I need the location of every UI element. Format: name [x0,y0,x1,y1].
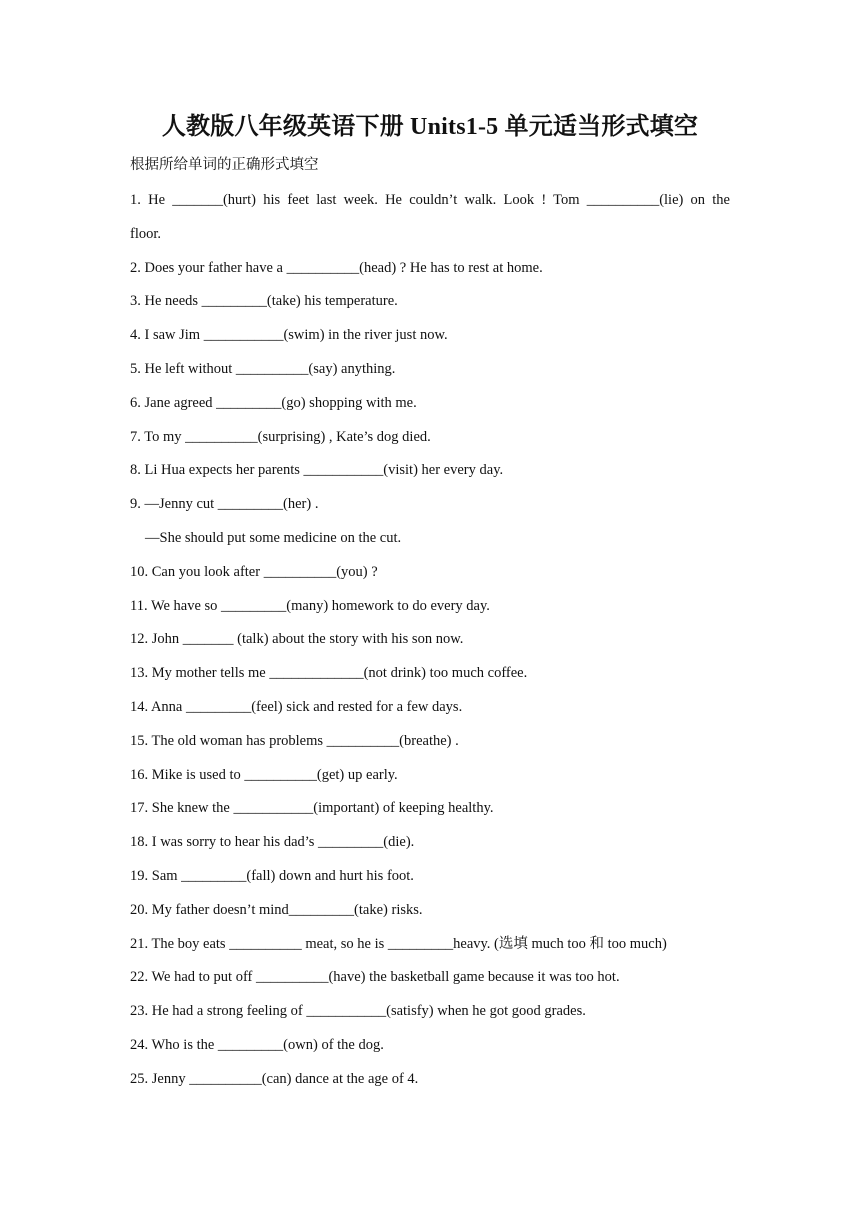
instruction-text: 根据所给单词的正确形式填空 [130,157,319,173]
exercise-line-19: 19. Sam _________(fall) down and hurt his foot. [130,867,414,884]
exercise-line-14: 14. Anna _________(feel) sick and rested for a few days. [130,698,463,715]
exercise-line-13: 13. My mother tells me _____________(not drink) too much coffee. [130,665,528,682]
exercise-list [130,190,730,1103]
exercise-line-6: 6. Jane agreed _________(go) shopping with me. [130,394,417,411]
page-title: 人教版八年级英语下册 Units1-5 单元适当形式填空 [161,114,699,140]
exercise-line-10: 10. Can you look after __________(you) ? [130,563,378,580]
exercise-line-22: 22. We had to put off __________(have) the basketball game because it was too hot. [130,969,620,986]
exercise-line-9-response: —She should put some medicine on the cut. [145,529,402,546]
exercise-line-11: 11. We have so _________(many) homework to do every day. [130,597,490,614]
exercise-line-18: 18. I was sorry to hear his dad’s _________(die). [130,834,415,851]
exercise-line-21: 21. The boy eats __________ meat, so he is _________heavy. (选填 much too 和 too much) [130,935,667,952]
exercise-line-7: 7. To my __________(surprising) , Kate’s dog died. [130,428,431,445]
exercise-line-1-continued: floor. [130,225,162,242]
exercise-line-17: 17. She knew the ___________(important) of keeping healthy. [130,800,494,817]
exercise-line-1: 1. He _______(hurt) his feet last week. He couldn’t walk. Look ! Tom __________(lie) on the [130,192,730,208]
exercise-line-15: 15. The old woman has problems __________(breathe) . [130,732,459,749]
exercise-line-9: 9. —Jenny cut _________(her) . [130,496,319,513]
exercise-line-12: 12. John _______ (talk) about the story with his son now. [130,631,464,648]
exercise-line-24: 24. Who is the _________(own) of the dog. [130,1036,384,1053]
exercise-line-23: 23. He had a strong feeling of ___________(satisfy) when he got good grades. [130,1003,586,1020]
exercise-line-20: 20. My father doesn’t mind_________(take) risks. [130,901,423,918]
exercise-line-2: 2. Does your father have a __________(head) ? He has to rest at home. [130,259,543,276]
exercise-line-4: 4. I saw Jim ___________(swim) in the river just now. [130,327,448,344]
exercise-line-5: 5. He left without __________(say) anything. [130,360,396,377]
exercise-line-25: 25. Jenny __________(can) dance at the age of 4. [130,1070,419,1087]
exercise-line-16: 16. Mike is used to __________(get) up early. [130,766,398,783]
exercise-line-3: 3. He needs _________(take) his temperature. [130,293,398,310]
exercise-line-8: 8. Li Hua expects her parents ___________(visit) her every day. [130,462,504,479]
